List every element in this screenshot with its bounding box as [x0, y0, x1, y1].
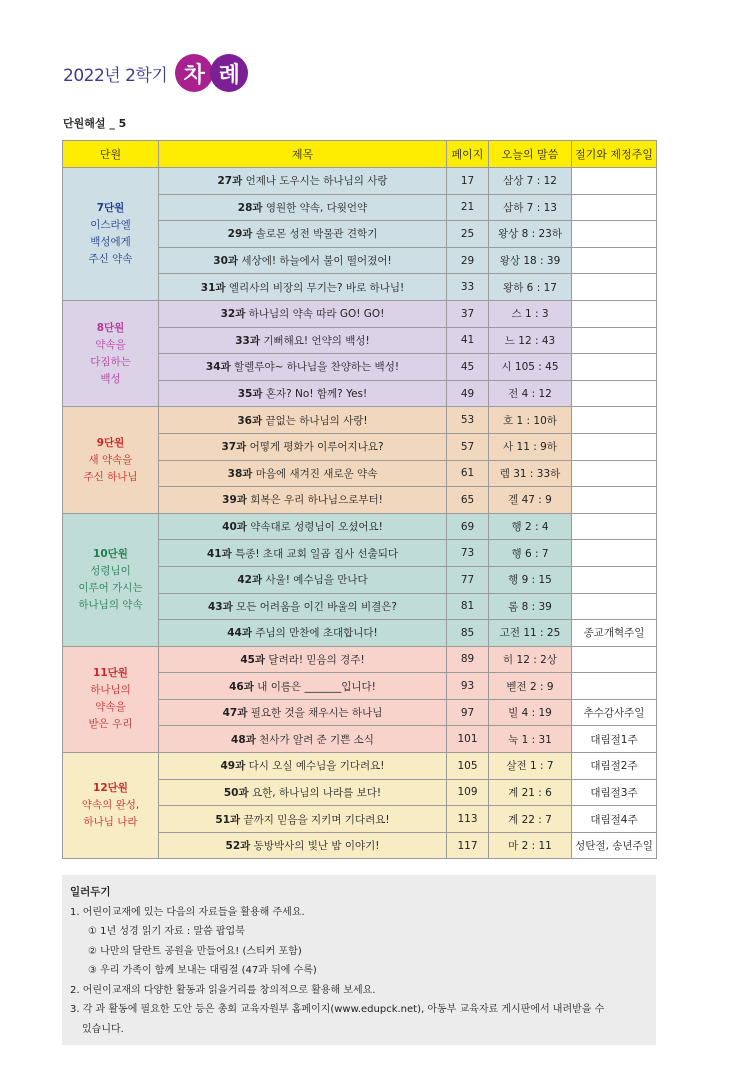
unit-description-line: 성령님이 [90, 564, 131, 577]
unit-description-line: 약속을 [95, 701, 126, 714]
lesson-title: 동방박사의 빛난 밤 이야기! [253, 840, 380, 853]
unit-title: 10단원 [93, 547, 128, 560]
lesson-season [572, 646, 657, 673]
lesson-number: 48과 [231, 733, 256, 746]
lesson-page: 109 [447, 779, 489, 806]
lesson-title-cell [159, 380, 447, 407]
unit-description-line: 새 약속을 [88, 453, 133, 466]
unit-description-line: 하나님의 약속 [78, 598, 143, 611]
lesson-title: 다시 오실 예수님을 기다려요! [248, 760, 385, 773]
lesson-season [572, 566, 657, 593]
lesson-title-cell [159, 620, 447, 647]
lesson-season [572, 354, 657, 381]
notes-heading: 일러두기 [70, 886, 111, 898]
lesson-number: 50과 [223, 786, 249, 799]
lesson-number: 35과 [237, 388, 263, 401]
semester-label: 2022년 2학기 [63, 65, 168, 86]
unit-description-line: 하나님 나라 [83, 816, 138, 829]
lesson-season [572, 540, 657, 567]
lesson-season: 대림절2주 [572, 753, 657, 780]
lesson-verse: 고전 11 : 25 [489, 620, 572, 647]
lesson-page: 117 [447, 832, 489, 859]
lesson-title-cell [159, 300, 447, 327]
lesson-page: 97 [447, 699, 489, 726]
col-header-page: 페이지 [447, 141, 489, 168]
lesson-page: 45 [447, 354, 489, 381]
lesson-season: 대림절4주 [572, 806, 657, 833]
lesson-verse: 히 12 : 2상 [489, 646, 572, 673]
lesson-page: 105 [447, 753, 489, 780]
lesson-number: 45과 [240, 653, 266, 666]
lesson-season [572, 487, 657, 514]
lesson-number: 40과 [222, 521, 247, 534]
unit-description-line: 주신 약속 [88, 252, 133, 265]
lesson-title: 할렐루야~ 하나님을 찬양하는 백성! [234, 361, 400, 374]
lesson-verse: 마 2 : 11 [489, 832, 572, 859]
lesson-number: 33과 [235, 334, 261, 347]
lesson-title: 엘리사의 비장의 무기는? 바로 하나님! [228, 281, 405, 294]
lesson-page: 49 [447, 380, 489, 407]
lesson-season [572, 380, 657, 407]
lesson-number: 44과 [227, 627, 252, 640]
unit-cell [63, 513, 159, 646]
lesson-verse: 왕상 18 : 39 [489, 247, 572, 274]
lesson-verse: 계 21 : 6 [489, 779, 572, 806]
lesson-number: 29과 [227, 228, 253, 241]
lesson-title: 필요한 것을 채우시는 하나님 [250, 707, 383, 720]
lesson-page: 29 [447, 247, 489, 274]
lesson-title: 솔로몬 성전 박물관 견학기 [255, 228, 378, 241]
unit-description-line: 받은 우리 [88, 718, 133, 731]
lesson-page: 33 [447, 274, 489, 301]
lesson-title: 회복은 우리 하나님으로부터! [250, 494, 383, 507]
lesson-title: 끝까지 믿음을 지키며 기다려요! [243, 813, 390, 826]
lesson-title: 언제나 도우시는 하나님의 사랑 [245, 175, 388, 188]
lesson-verse: 행 9 : 15 [489, 566, 572, 593]
unit-title: 12단원 [93, 782, 128, 795]
col-header-season: 절기와 제정주일 [572, 141, 657, 168]
unit-description-line: 이루어 가시는 [78, 581, 143, 594]
lesson-number: 30과 [213, 255, 239, 268]
lesson-title-cell [159, 699, 447, 726]
lesson-title-cell [159, 806, 447, 833]
lesson-title: 끝없는 하나님의 사랑! [265, 414, 368, 427]
lesson-title-cell [159, 513, 447, 540]
unit-cell [63, 753, 159, 859]
lesson-verse: 느 12 : 43 [489, 327, 572, 354]
lesson-number: 37과 [221, 441, 247, 454]
unit-description-line: 약속을 [95, 338, 126, 351]
lesson-number: 31과 [200, 281, 226, 294]
lesson-season [572, 327, 657, 354]
lesson-season [572, 274, 657, 301]
lesson-page: 85 [447, 620, 489, 647]
table-row [63, 168, 657, 195]
lesson-verse: 호 1 : 10하 [489, 407, 572, 434]
lesson-verse: 왕상 8 : 23하 [489, 221, 572, 248]
lesson-verse: 겔 47 : 9 [489, 487, 572, 514]
lesson-number: 38과 [227, 467, 253, 480]
lesson-verse: 왕하 6 : 17 [489, 274, 572, 301]
lesson-season [572, 194, 657, 221]
lesson-title-cell [159, 274, 447, 301]
lesson-title: 주님의 만찬에 초대합니다! [255, 627, 378, 640]
table-row [63, 407, 657, 434]
lesson-title-cell [159, 566, 447, 593]
lesson-verse: 삼하 7 : 13 [489, 194, 572, 221]
unit-description-line: 주신 하나님 [83, 470, 138, 483]
lesson-title-cell [159, 354, 447, 381]
lesson-season: 추수감사주일 [572, 699, 657, 726]
lesson-title-cell [159, 753, 447, 780]
lesson-number: 28과 [237, 201, 263, 214]
lesson-verse: 행 6 : 7 [489, 540, 572, 567]
lesson-title: 내 이름은 _______입니다! [257, 680, 376, 693]
lesson-title-cell [159, 247, 447, 274]
notes-line: 3. 각 과 활동에 필요한 도안 등은 총회 교육자원부 홈페이지(www.edupck.net), 아동부 교육자료 게시판에서 내려받을 수 [70, 1004, 605, 1015]
table-row [63, 646, 657, 673]
unit-title: 7단원 [96, 201, 125, 214]
lesson-page: 93 [447, 673, 489, 700]
lesson-verse: 롬 8 : 39 [489, 593, 572, 620]
lesson-page: 57 [447, 433, 489, 460]
unit-description-line: 하나님의 [90, 684, 131, 697]
lesson-verse: 계 22 : 7 [489, 806, 572, 833]
lesson-page: 21 [447, 194, 489, 221]
lesson-verse: 빌 4 : 19 [489, 699, 572, 726]
lesson-page: 61 [447, 460, 489, 487]
lesson-number: 42과 [237, 574, 263, 587]
lesson-page: 25 [447, 221, 489, 248]
lesson-verse: 행 2 : 4 [489, 513, 572, 540]
lesson-season [572, 460, 657, 487]
lesson-season: 대림절1주 [572, 726, 657, 753]
lesson-title: 천사가 알려 준 기쁜 소식 [259, 733, 374, 746]
unit-cell [63, 300, 159, 406]
lesson-number: 27과 [217, 175, 243, 188]
unit-title: 11단원 [93, 667, 128, 680]
lesson-title-cell [159, 433, 447, 460]
lesson-title: 어떻게 평화가 이루어지나요? [249, 441, 384, 454]
lesson-number: 43과 [207, 600, 233, 613]
lesson-title: 요한, 하나님의 나라를 보다! [251, 786, 382, 799]
notes-subline: ① 1년 성경 읽기 자료 : 말씀 팝업북 [88, 926, 245, 937]
lesson-season [572, 168, 657, 195]
lesson-page: 69 [447, 513, 489, 540]
lesson-title-cell [159, 673, 447, 700]
unit-title: 9단원 [96, 436, 125, 449]
lesson-title-cell [159, 407, 447, 434]
lesson-title-cell [159, 168, 447, 195]
lesson-title-cell [159, 646, 447, 673]
lesson-page: 37 [447, 300, 489, 327]
lesson-page: 77 [447, 566, 489, 593]
lesson-number: 39과 [222, 494, 247, 507]
lesson-verse: 사 11 : 9하 [489, 433, 572, 460]
lesson-season: 성탄절, 송년주일 [572, 832, 657, 859]
contents-table [62, 140, 657, 859]
unit-cell [63, 168, 159, 301]
lesson-page: 81 [447, 593, 489, 620]
lesson-number: 49과 [220, 760, 246, 773]
notes-line: 1. 어린이교재에 있는 다음의 자료들을 활용해 주세요. [70, 906, 305, 918]
toc-title-char-2: 례 [210, 54, 248, 92]
lesson-season [572, 407, 657, 434]
col-header-title: 제목 [159, 141, 447, 168]
lesson-title-cell [159, 487, 447, 514]
lesson-season [572, 221, 657, 248]
table-row [63, 753, 657, 780]
lesson-page: 65 [447, 487, 489, 514]
page-header [63, 48, 248, 98]
lesson-title: 하나님의 약속 따라 GO! GO! [248, 308, 385, 321]
notes-line: 2. 어린이교재의 다양한 활동과 읽을거리를 창의적으로 활용해 보세요. [70, 984, 376, 996]
lesson-season [572, 593, 657, 620]
lesson-title-cell [159, 221, 447, 248]
lesson-title: 혼자? No! 함께? Yes! [265, 388, 368, 401]
unit-description-line: 백성 [100, 372, 121, 385]
lesson-verse: 눅 1 : 31 [489, 726, 572, 753]
unit-description-line: 백성에게 [90, 235, 131, 248]
section-subtitle: 단원해설 _ 5 [63, 117, 127, 130]
unit-cell [63, 407, 159, 513]
col-header-verse: 오늘의 말씀 [489, 141, 572, 168]
unit-description-line: 이스라엘 [90, 218, 131, 231]
table-header-row [63, 141, 657, 168]
lesson-page: 101 [447, 726, 489, 753]
lesson-title: 마음에 새겨진 새로운 약속 [255, 467, 378, 480]
lesson-number: 41과 [206, 547, 232, 560]
unit-description-line: 약속의 완성, [81, 799, 140, 812]
col-header-unit: 단원 [63, 141, 159, 168]
lesson-number: 51과 [215, 813, 241, 826]
lesson-title-cell [159, 540, 447, 567]
lesson-page: 53 [447, 407, 489, 434]
lesson-title: 기뻐해요! 언약의 백성! [263, 334, 370, 347]
lesson-title: 특종! 초대 교회 일곱 집사 선출되다 [235, 547, 398, 560]
lesson-title: 세상에! 하늘에서 불이 떨어졌어! [241, 255, 392, 268]
lesson-verse: 시 105 : 45 [489, 354, 572, 381]
table-row [63, 300, 657, 327]
lesson-page: 73 [447, 540, 489, 567]
lesson-season: 대림절3주 [572, 779, 657, 806]
lesson-season [572, 300, 657, 327]
lesson-title-cell [159, 832, 447, 859]
lesson-title-cell [159, 327, 447, 354]
lesson-season [572, 673, 657, 700]
lesson-title: 달려라! 믿음의 경주! [268, 653, 365, 666]
lesson-title: 모든 어려움을 이긴 바울의 비결은? [236, 600, 398, 613]
lesson-number: 34과 [205, 361, 231, 374]
notes-line: 있습니다. [82, 1023, 124, 1035]
lesson-page: 41 [447, 327, 489, 354]
lesson-season [572, 513, 657, 540]
notes-box [62, 875, 656, 1045]
lesson-season [572, 247, 657, 274]
lesson-verse: 삼상 7 : 12 [489, 168, 572, 195]
notes-subline: ② 나만의 달란트 공원을 만들어요! (스티커 포함) [88, 945, 302, 957]
lesson-page: 113 [447, 806, 489, 833]
lesson-title-cell [159, 726, 447, 753]
lesson-page: 89 [447, 646, 489, 673]
lesson-number: 32과 [220, 308, 246, 321]
lesson-title-cell [159, 593, 447, 620]
lesson-title-cell [159, 460, 447, 487]
table-row [63, 513, 657, 540]
lesson-verse: 벧전 2 : 9 [489, 673, 572, 700]
lesson-number: 47과 [222, 707, 248, 720]
lesson-season [572, 433, 657, 460]
lesson-title: 사울! 예수님을 만나다 [265, 574, 368, 587]
lesson-verse: 스 1 : 3 [489, 300, 572, 327]
unit-title: 8단원 [96, 321, 125, 334]
notes-subline: ③ 우리 가족이 함께 보내는 대림절 (47과 뒤에 수록) [88, 965, 317, 976]
lesson-verse: 살전 1 : 7 [489, 753, 572, 780]
lesson-title-cell [159, 194, 447, 221]
lesson-page: 17 [447, 168, 489, 195]
lesson-title-cell [159, 779, 447, 806]
lesson-number: 52과 [225, 840, 251, 853]
lesson-number: 36과 [237, 414, 263, 427]
lesson-title: 약속대로 성령님이 오셨어요! [250, 521, 383, 534]
lesson-season: 종교개혁주일 [572, 620, 657, 647]
lesson-number: 46과 [229, 680, 254, 693]
unit-cell [63, 646, 159, 752]
lesson-verse: 렘 31 : 33하 [489, 460, 572, 487]
contents-table-body [63, 168, 657, 859]
lesson-verse: 전 4 : 12 [489, 380, 572, 407]
lesson-title: 영원한 약속, 다윗언약 [265, 201, 368, 214]
unit-description-line: 다짐하는 [90, 355, 131, 368]
toc-title-char-1: 차 [175, 54, 213, 92]
